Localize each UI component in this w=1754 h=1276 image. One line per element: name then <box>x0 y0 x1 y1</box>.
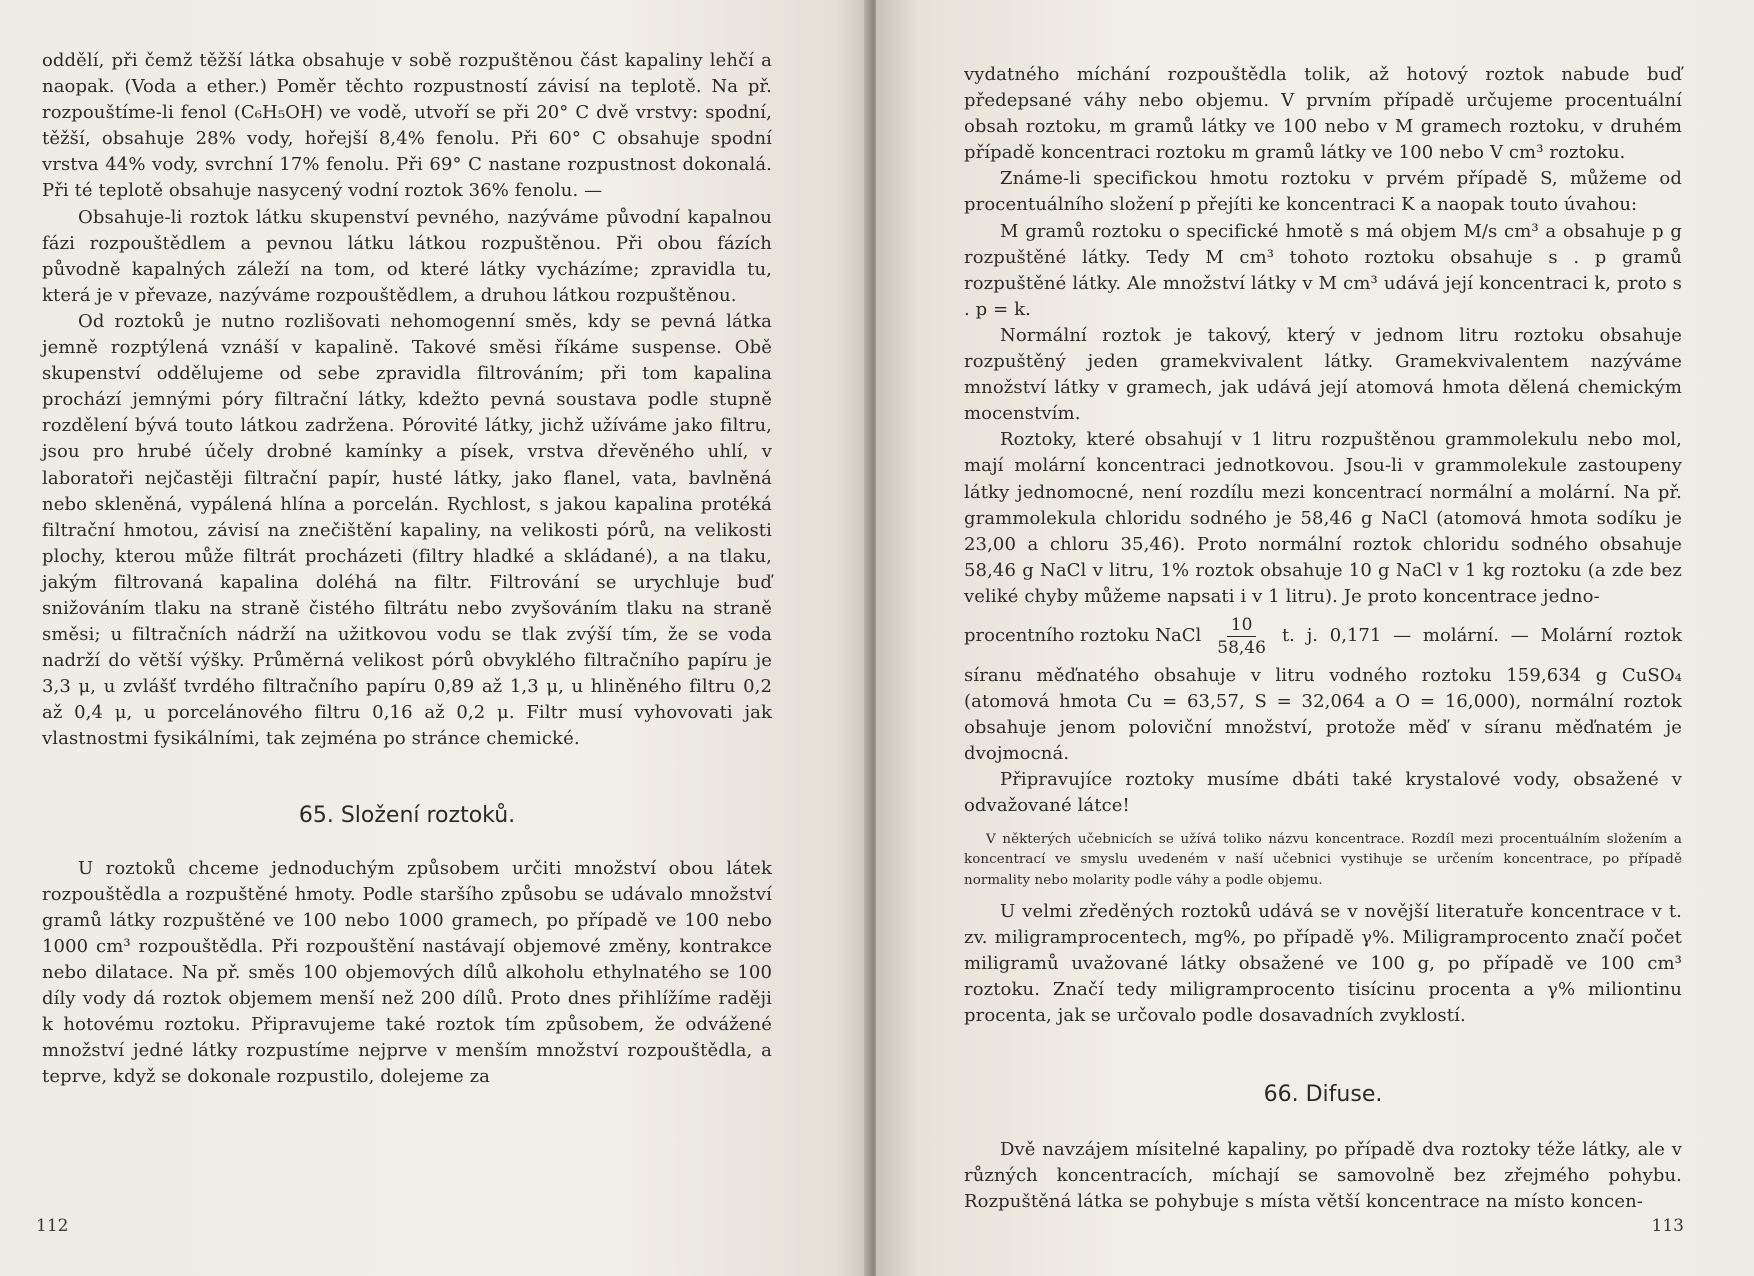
section-65-paragraph: U roztoků chceme jednoduchým způsobem určiti množství obou látek rozpouštědla a rozpuštěné hmoty. Podle staršího způsobu se udávalo množství gramů látky rozpuštěné ve 100 nebo 1000 gramech, po případě ve 100 nebo 1000 cm³ rozpouštědla. Při rozpouštění nastávají objemové změny, kontrakce nebo dilatace. Na př. směs 100 objemových dílů alkoholu ethylnatého se 100 díly vody dá roztok objemem menší než 200 dílů. Proto dnes přihlížíme raději k hotovému roztoku. Připravujeme také roztok tím způsobem, že odvážené množství jedné látky rozpustíme nejprve v menším množství rozpouštědla, a teprve, když se dokonale rozpustilo, dolejeme za <box>42 857 772 1088</box>
right-paragraph-4: Normální roztok je takový, který v jednom litru roztoku obsahuje rozpuštěný jeden gramekvivalent látky. Gramekvivalentem nazýváme množství látky v gramech, jak udává její atomová hmota dělená chemickým mocenstvím. <box>964 324 1682 425</box>
section-heading-66: 66. Difuse. <box>1263 1081 1383 1107</box>
left-paragraph-3: Od roztoků je nutno rozlišovati nehomogenní směs, kdy se pevná látka jemně rozptýlená vznáší v kapalině. Takové směsi říkáme suspense. Obě skupenství oddělujeme od sebe zpravidla filtrováním; při tom kapalina prochází jemnými póry filtrační látky, kdežto pevná soustava podle stupně rozdělení bývá touto látkou zadržena. Pórovité látky, jichž užíváme jako filtru, jsou pro hrubé účely drobné kamínky a písek, vrstva dřevěného uhlí, v laboratoři nejčastěji filtrační papír, husté látky, jako flanel, vata, bavlněná nebo skleněná, vypálená hlína a porcelán. Rychlost, s jakou kapalina protéká filtrační hmotou, závisí na znečištění kapaliny, na velikosti pórů, na velikosti plochy, kterou může filtrát procházeti (filtry hladké a skládané), a na tlaku, jakým filtrovaná kapalina doléhá na filtr. Filtrování se urychluje buď snižováním tlaku na straně čistého filtrátu nebo zvyšováním tlaku na straně směsi; u filtračních nádrží na užitkovou vodu se tlak zvýší tím, že se voda nadrží do větší výšky. Průměrná velikost pórů obvyklého filtračního papíru je 3,3 μ, u zvlášť tvrdého filtračního papíru 0,89 až 1,3 μ, u hliněného filtru 0,2 až 0,4 μ, u porcelánového filtru 0,16 až 0,2 μ. Filtr musí vyhovovati jak vlastnostmi fysikálními, tak zejména po stránce chemické. <box>42 310 772 750</box>
right-paragraph-2: Známe-li specifickou hmotu roztoku v prvém případě S, můžeme od procentuálního složení p přejíti ke koncentraci K a naopak touto úvahou: <box>964 168 1682 216</box>
section-heading-65: 65. Složení roztoků. <box>298 802 516 828</box>
right-paragraph-mg: U velmi zředěných roztoků udává se v novější literatuře koncentrace v t. zv. miligramprocentech, mg%, po případě γ%. Miligramprocento značí počet miligramů uvažované látky obsažené ve 100 g, po případě ve 100 cm³ roztoku. Značí tedy miligramprocento tisícinu procenta a γ% miliontinu procenta, jak se určovalo podle dosavadních zvyklostí. <box>964 901 1682 1027</box>
fraction-line <box>964 614 1682 659</box>
left-page <box>0 0 870 1276</box>
fraction-prefix: procentního roztoku NaCl <box>964 625 1202 647</box>
fraction <box>1213 614 1270 659</box>
fraction-denominator: 58,46 <box>1217 637 1266 658</box>
right-paragraph-5: Roztoky, které obsahují v 1 litru rozpuštěnou grammolekulu nebo mol, mají molární koncentraci jednotkovou. Jsou-li v grammolekule zastoupeny látky jednomocné, není rozdílu mezi koncentrací normální a molární. Na př. grammolekula chloridu sodného je 58,46 g NaCl (atomová hmota sodíku je 23,00 a chloru 35,46). Proto normální roztok chloridu sodného obsahuje 58,46 g NaCl v litru, 1% roztok obsahuje 10 g NaCl v 1 kg roztoku (a zde bez veliké chyby můžeme napsati i v 1 litru). Je proto koncentrace jedno- <box>964 429 1682 607</box>
right-paragraph-1: vydatného míchání rozpouštědla tolik, až hotový roztok nabude buď předepsané váhy nebo objemu. V prvním případě určujeme procentuální obsah roztoku, m gramů látky ve 100 nebo v M gramech roztoku, v druhém případě koncentraci roztoku m gramů látky ve 100 nebo V cm³ roztoku. <box>964 64 1682 164</box>
page-number-left: 112 <box>36 1216 69 1236</box>
page-number-right: 113 <box>1651 1216 1684 1236</box>
section-66-paragraph: Dvě navzájem mísitelné kapaliny, po případě dva roztoky téže látky, ale v různých koncentracích, míchají se samovolně bez zřejmého pohybu. Rozpuštěná látka se pohybuje s místa větší koncentrace na místo koncen- <box>964 1138 1682 1212</box>
footnote: V některých učebnicích se užívá toliko názvu koncentrace. Rozdíl mezi procentuálním složením a koncentrací ve smyslu uvedeném v naší učebnici vystihuje se určením koncentrace, po případě normality nebo molarity podle váhy a podle objemu. <box>964 831 1682 888</box>
left-paragraph-1: oddělí, při čemž těžší látka obsahuje v sobě rozpuštěnou část kapaliny lehčí a naopak. (Voda a ether.) Poměr těchto rozpustností závisí na teplotě. Na př. rozpouštíme-li fenol (C₆H₅OH) ve vodě, utvoří se při 20° C dvě vrstvy: spodní, těžší, obsahuje 28% vody, hořejší 8,4% fenolu. Při 60° C obsahuje spodní vrstva 44% vody, svrchní 17% fenolu. Při 69° C nastane rozpustnost dokonalá. Při té teplotě obsahuje nasycený vodní roztok 36% fenolu. — <box>42 50 772 202</box>
right-paragraph-3: M gramů roztoku o specifické hmotě s má objem M/s cm³ a obsahuje p g rozpuštěné látky. Tedy M cm³ tohoto roztoku obsahuje s . p gramů rozpuštěné látky. Ale množství látky v M cm³ udává její koncentraci k, proto s . p = k. <box>964 220 1682 320</box>
left-paragraph-2: Obsahuje-li roztok látku skupenství pevného, nazýváme původní kapalnou fázi rozpouštědlem a pevnou látku látkou rozpuštěnou. Při obou fázích původně kapalných záleží na tom, od které látky vycházíme; zpravidla tu, která je v převaze, nazýváme rozpouštědlem, a druhou látkou rozpuštěnou. <box>42 206 772 306</box>
right-paragraph-7: Připravujíce roztoky musíme dbáti také krystalové vody, obsažené v odvažované látce! <box>964 769 1682 817</box>
right-paragraph-6: síranu měďnatého obsahuje v litru vodného roztoku 159,634 g CuSO₄ (atomová hmota Cu = 63,57, S = 32,064 a O = 16,000), normální roztok obsahuje jenom poloviční množství, protože měď v síranu měďnatém je dvojmocná. <box>964 664 1682 765</box>
right-page <box>876 0 1754 1276</box>
fraction-numerator: 10 <box>1227 614 1257 637</box>
fraction-suffix: t. j. 0,171 — molární. — Molární roztok <box>1281 625 1682 647</box>
